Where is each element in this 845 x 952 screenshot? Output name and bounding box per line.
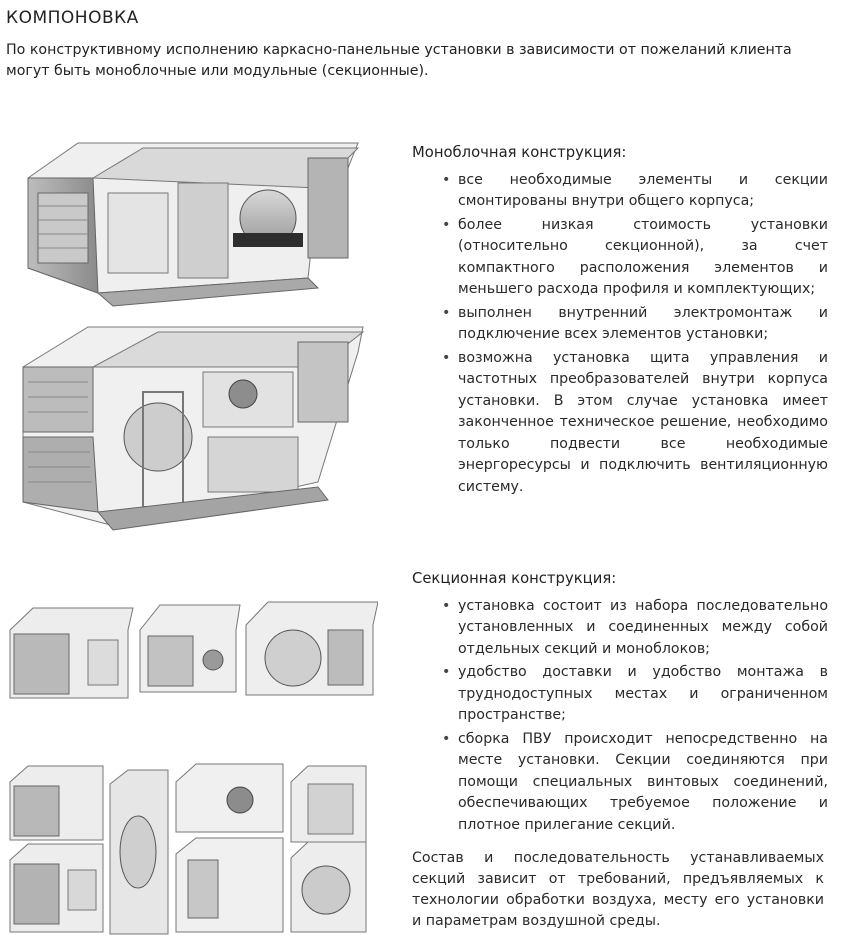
monoblock-section <box>412 142 828 500</box>
sectional-section <box>412 568 828 838</box>
list-item: • установка состоит из набора последовательно установленных и соединенных между собой отдельных секций и моноблоков; <box>412 596 828 661</box>
list-item: • сборка ПВУ происходит непосредственно на месте установки. Секции соединяются при помощи специальных винтовых соединений, обеспечивающих требуемое положение и плотное прилегание секций. <box>412 729 828 837</box>
sections-grid-illustration <box>8 762 368 940</box>
monoblock-unit-illustration <box>18 128 368 308</box>
list-item: • возможна установка щита управления и частотных преобразователей внутри корпуса установки. В этом случае установка имеет законченное техническое решение, необходимо только подвести все необходимые энергоресурсы и подключить вентиляционную систему. <box>412 348 828 499</box>
intro-text: По конструктивному исполнению каркасно-панельные установки в зависимости от пожеланий клиента могут быть моноблочные или модульные (секционные). <box>6 42 792 79</box>
page-title: КОМПОНОВКА <box>6 8 139 28</box>
monoblock-heading: Моноблочная конструкция: <box>412 144 627 161</box>
list-item: • выполнен внутренний электромонтаж и подключение всех элементов установки; <box>412 303 828 346</box>
list-item: • все необходимые элементы и секции смонтированы внутри общего корпуса; <box>412 170 828 213</box>
closing-paragraph: Состав и последовательность устанавливаемых секций зависит от требований, предъявляемых к технологии обработки воздуха, месту его установки и параметрам воздушной среды. <box>412 850 824 929</box>
list-item: • более низкая стоимость установки (относительно секционной), за счет компактного расположения элементов и меньшего расхода профиля и комплектующих; <box>412 215 828 301</box>
sections-row-illustration <box>8 600 378 705</box>
sectional-heading: Секционная конструкция: <box>412 570 617 587</box>
two-level-monoblock-illustration <box>18 322 368 534</box>
list-item: • удобство доставки и удобство монтажа в труднодоступных местах и ограниченном пространстве; <box>412 662 828 727</box>
